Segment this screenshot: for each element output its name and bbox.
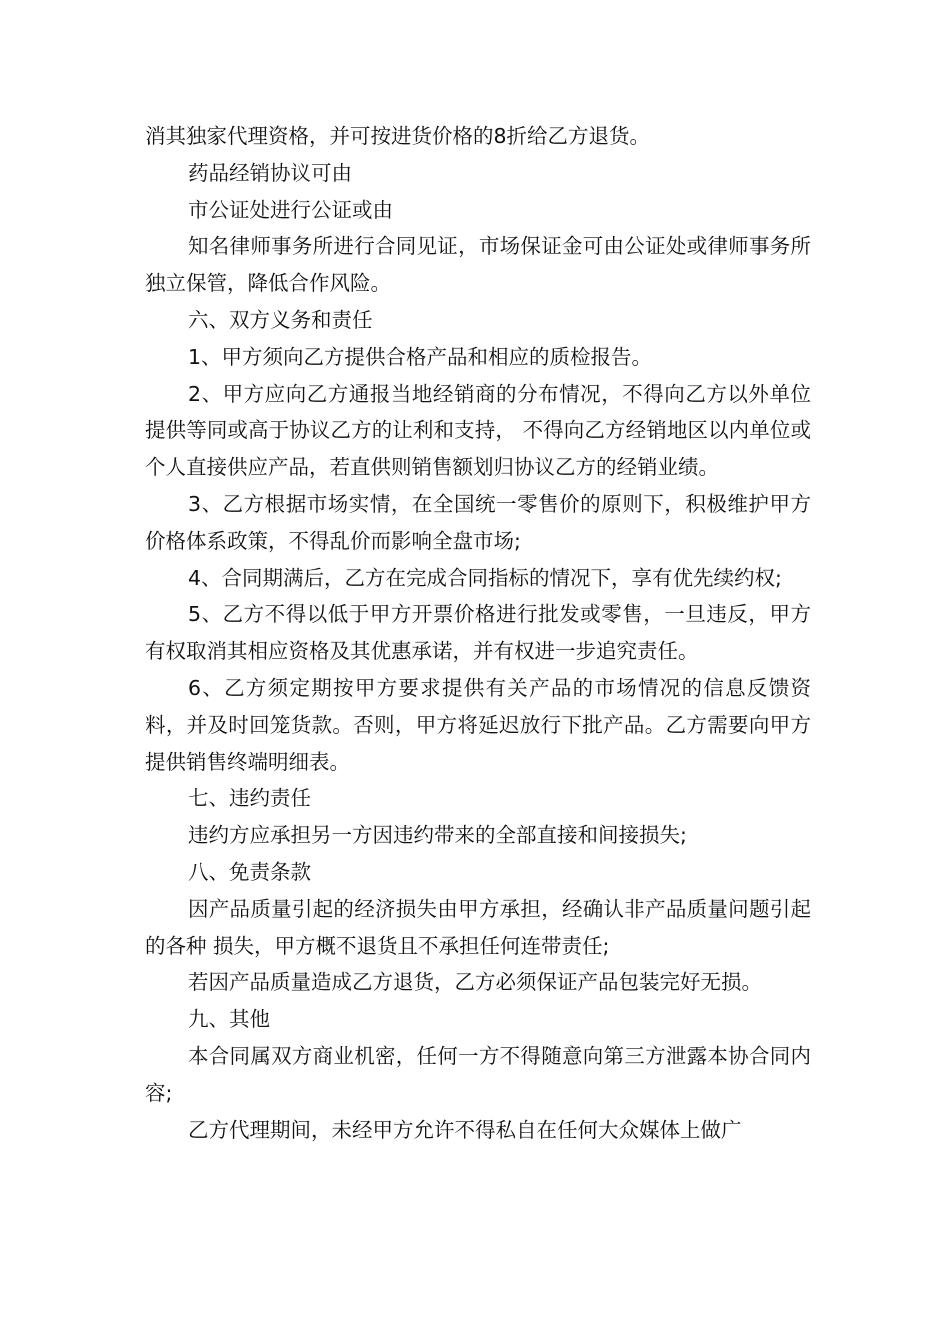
clause-6-2: 2、甲方应向乙方通报当地经销商的分布情况，不得向乙方以外单位提供等同或高于协议乙方的让利和支持， 不得向乙方经销地区以内单位或个人直接供应产品，若直供则销售额划归协议乙方的经销业绩。 [145,381,811,480]
clause-6-1: 1、甲方须向乙方提供合格产品和相应的质检报告。 [188,344,653,369]
clause-6-6: 6、乙方须定期按甲方要求提供有关产品的市场情况的信息反馈资料，并及时回笼货款。否则，甲方将延迟放行下批产品。乙方需要向甲方提供销售终端明细表。 [145,675,811,774]
document-body [145,118,811,1148]
clause-9-text-1: 本合同属双方商业机密，任何一方不得随意向第三方泄露本协合同内容; [145,1043,811,1105]
clause-8-text-1: 因产品质量引起的经济损失由甲方承担，经确认非产品质量问题引起的各种 损失，甲方概不退货且不承担任何连带责任; [145,896,811,958]
paragraph-1: 消其独家代理资格，并可按进货价格的8折给乙方退货。 [145,124,651,148]
section-heading-7: 七、违约责任 [188,786,311,811]
clause-9-text-2: 乙方代理期间，未经甲方允许不得私自在任何大众媒体上做广 [188,1117,742,1142]
section-heading-8: 八、免责条款 [188,859,311,884]
clause-6-3: 3、乙方根据市场实情，在全国统一零售价的原则下，积极维护甲方价格体系政策，不得乱价而影响全盘市场; [145,491,811,553]
clause-7-text: 违约方应承担另一方因违约带来的全部直接和间接损失; [188,823,687,848]
clause-6-5: 5、乙方不得以低于甲方开票价格进行批发或零售，一旦违反，甲方有权取消其相应资格及其优惠承诺，并有权进一步追究责任。 [145,602,811,664]
section-heading-9: 九、其他 [188,1007,270,1032]
section-heading-6: 六、双方义务和责任 [188,307,373,332]
paragraph-2: 药品经销协议可由 [188,160,352,185]
clause-6-4: 4、合同期满后，乙方在完成合同指标的情况下，享有优先续约权; [188,565,782,590]
paragraph-4: 知名律师事务所进行合同见证，市场保证金可由公证处或律师事务所独立保管，降低合作风险。 [145,234,811,296]
paragraph-3: 市公证处进行公证或由 [188,197,393,222]
clause-8-text-2: 若因产品质量造成乙方退货，乙方必须保证产品包装完好无损。 [188,970,762,995]
